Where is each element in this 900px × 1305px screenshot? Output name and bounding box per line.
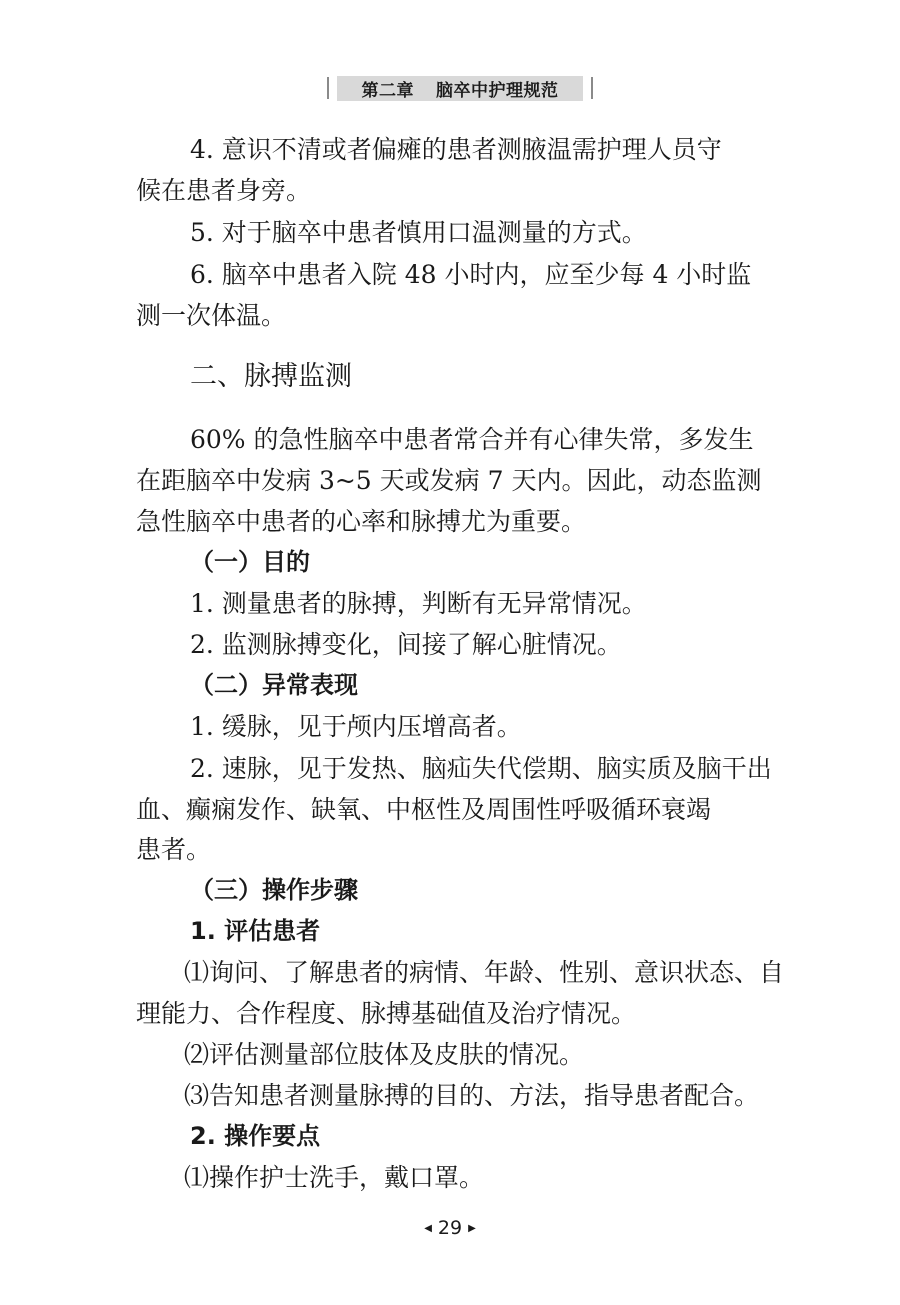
paragraph-line: 5. 对于脑卒中患者慎用口温测量的方式。 xyxy=(190,218,647,247)
triangle-right-icon: ▶ xyxy=(468,1222,476,1234)
list-item: ⑴询问、了解患者的病情、年龄、性别、意识状态、自 xyxy=(184,958,785,987)
list-item: ⑵评估测量部位肢体及皮肤的情况。 xyxy=(184,1040,585,1069)
header-divider-right xyxy=(591,77,593,99)
header-divider-left xyxy=(327,77,329,99)
list-item: 1. 测量患者的脉搏，判断有无异常情况。 xyxy=(190,589,647,618)
list-item: 2. 速脉，见于发热、脑疝失代偿期、脑实质及脑干出 xyxy=(190,754,772,783)
step-heading: 1. 评估患者 xyxy=(190,917,321,945)
subsection-heading: （二）异常表现 xyxy=(190,671,358,699)
paragraph-line: 急性脑卒中患者的心率和脉搏尤为重要。 xyxy=(136,507,587,536)
page-number: 29 xyxy=(437,1217,463,1239)
running-header xyxy=(0,74,900,104)
list-item: 2. 监测脉搏变化，间接了解心脏情况。 xyxy=(190,630,622,659)
paragraph-line: 6. 脑卒中患者入院 48 小时内，应至少每 4 小时监 xyxy=(190,260,752,289)
subsection-heading: （三）操作步骤 xyxy=(190,876,358,904)
paragraph-line: 测一次体温。 xyxy=(136,301,287,330)
chapter-number: 第二章 xyxy=(361,81,414,101)
step-heading: 2. 操作要点 xyxy=(190,1122,321,1150)
list-item: ⑴操作护士洗手，戴口罩。 xyxy=(184,1163,485,1192)
section-heading: 二、脉搏监测 xyxy=(190,361,352,392)
subsection-heading: （一）目的 xyxy=(190,548,310,576)
triangle-left-icon: ◀ xyxy=(424,1222,432,1234)
paragraph-line: 在距脑卒中发病 3~5 天或发病 7 天内。因此，动态监测 xyxy=(136,466,762,495)
paragraph-line: 4. 意识不清或者偏瘫的患者测腋温需护理人员守 xyxy=(190,135,722,164)
page-footer xyxy=(0,1213,900,1243)
paragraph-line: 候在患者身旁。 xyxy=(136,176,312,205)
chapter-title: 脑卒中护理规范 xyxy=(436,81,559,101)
paragraph-line: 患者。 xyxy=(136,835,212,864)
paragraph-line: 理能力、合作程度、脉搏基础值及治疗情况。 xyxy=(136,999,637,1028)
header-label-box xyxy=(337,76,583,101)
list-item: 1. 缓脉，见于颅内压增高者。 xyxy=(190,712,522,741)
list-item: ⑶告知患者测量脉搏的目的、方法，指导患者配合。 xyxy=(184,1081,760,1110)
paragraph-line: 60% 的急性脑卒中患者常合并有心律失常，多发生 xyxy=(190,425,754,454)
paragraph-line: 血、癫痫发作、缺氧、中枢性及周围性呼吸循环衰竭 xyxy=(136,795,712,824)
